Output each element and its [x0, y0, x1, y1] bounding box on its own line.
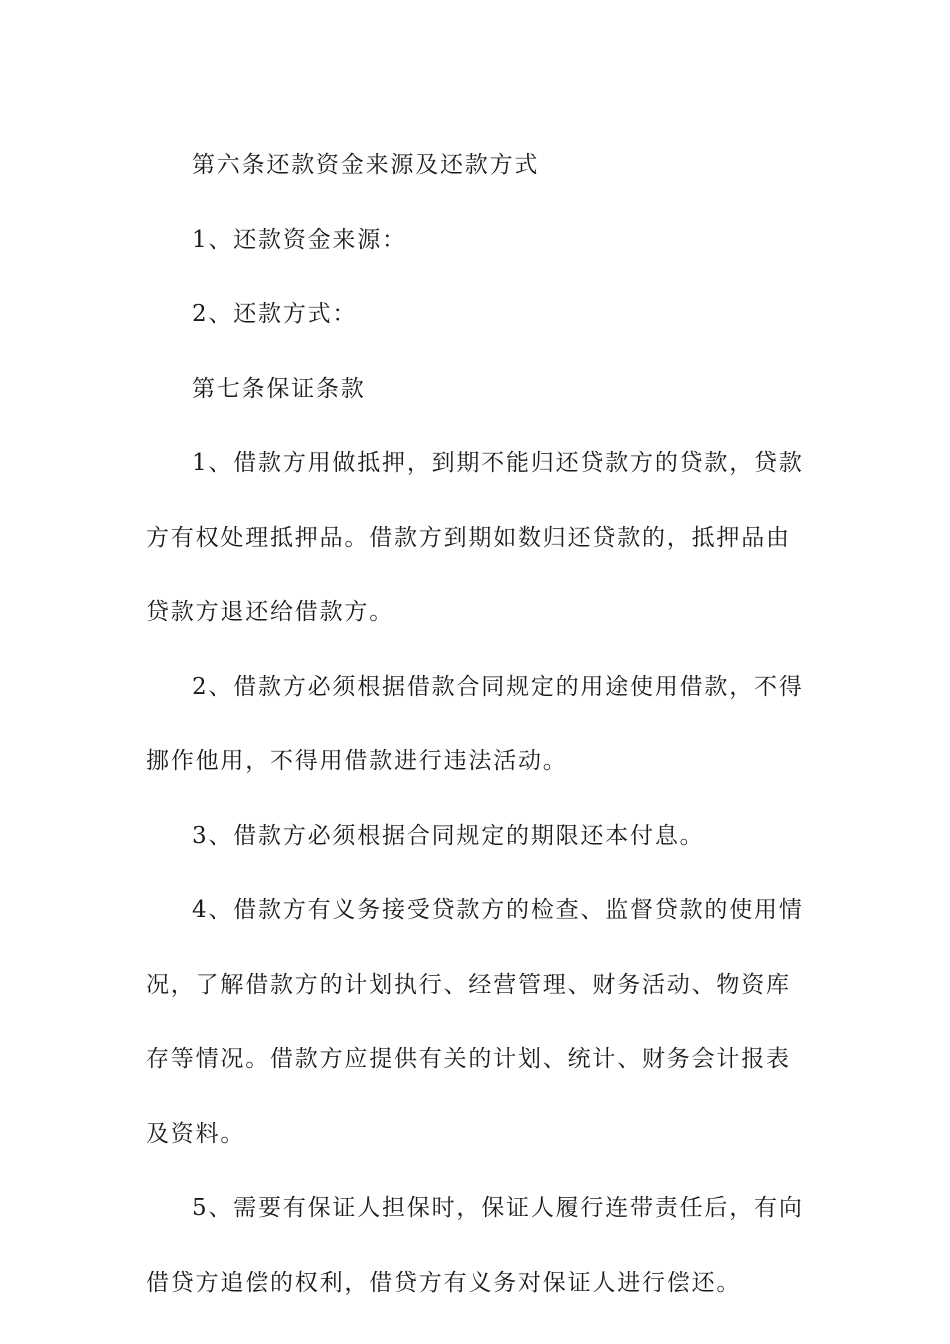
guarantee-clause-1: 1、借款方用做抵押，到期不能归还贷款方的贷款，贷款方有权处理抵押品。借款方到期如数归还贷款的，抵押品由贷款方退还给借款方。 — [146, 450, 804, 625]
repayment-method-item: 2、还款方式： — [192, 301, 358, 327]
guarantee-clause-3: 3、借款方必须根据合同规定的期限还本付息。 — [192, 822, 705, 849]
guarantee-clause-4: 4、借款方有义务接受贷款方的检查、监督贷款的使用情况，了解借款方的计划执行、经营管理、财务活动、物资库存等情况。借款方应提供有关的计划、统计、财务会计报表及资料。 — [146, 897, 804, 1147]
article-7-heading: 第七条保证条款 — [192, 375, 366, 402]
guarantee-clause-2: 2、借款方必须根据借款合同规定的用途使用借款，不得挪作他用，不得用借款进行违法活动。 — [146, 673, 804, 774]
guarantee-clause-5: 5、需要有保证人担保时，保证人履行连带责任后，有向借贷方追偿的权利，借贷方有义务对保证人进行偿还。 — [146, 1195, 804, 1296]
article-6-heading: 第六条还款资金来源及还款方式 — [192, 152, 540, 178]
repayment-source-item: 1、还款资金来源： — [192, 226, 407, 253]
document-body — [146, 128, 806, 1320]
